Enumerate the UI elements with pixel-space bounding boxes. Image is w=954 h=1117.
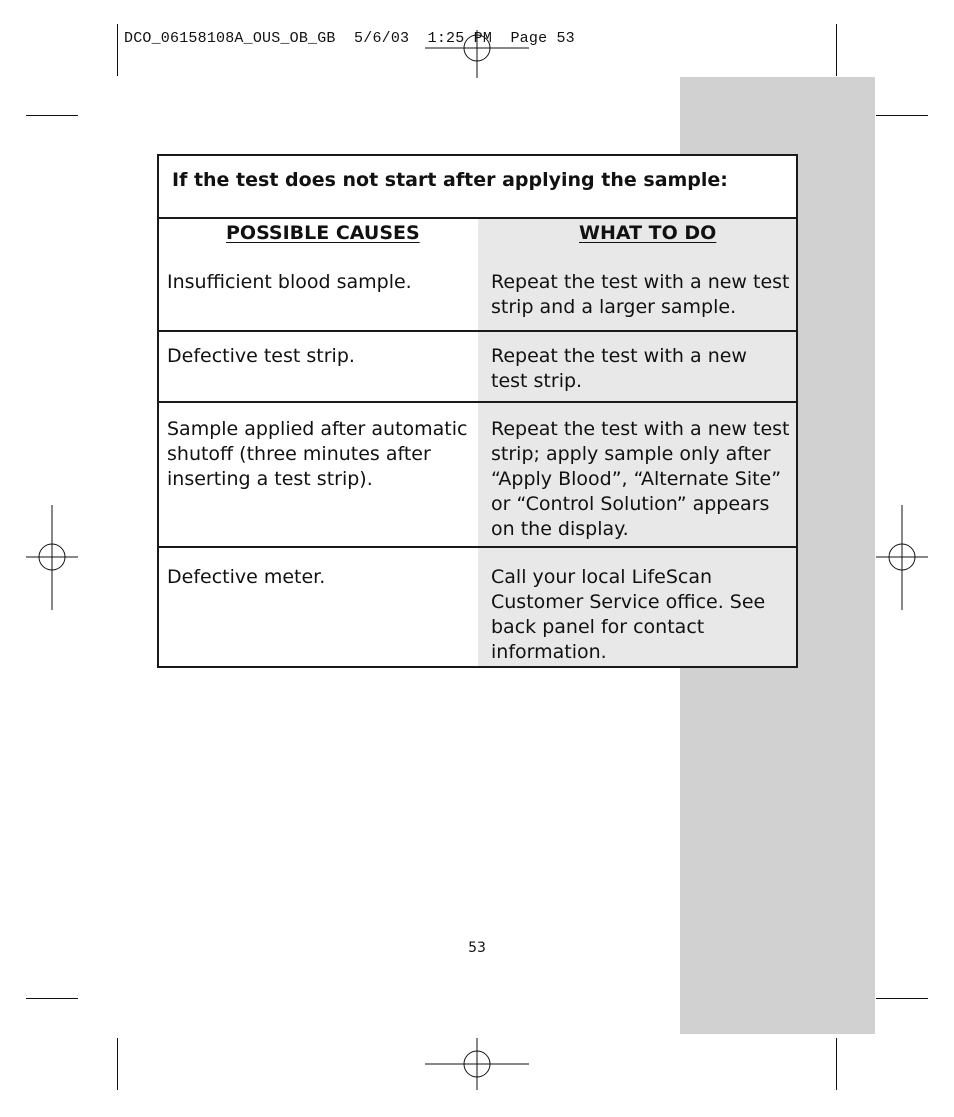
registration-mark-right-icon bbox=[876, 505, 928, 610]
action-cell: Repeat the test with a new test strip; apply sample only after “Apply Blood”, “Alternate Site” or “Control Solution” appears on the display. bbox=[491, 418, 790, 540]
page-number: 53 bbox=[468, 940, 486, 956]
crop-mark-top-left-vertical bbox=[117, 24, 118, 76]
table-title-row bbox=[159, 156, 796, 219]
table-row bbox=[159, 219, 796, 332]
crop-mark-bottom-right-vertical bbox=[836, 1038, 837, 1090]
action-cell: Call your local LifeScan Customer Service office. See back panel for contact information. bbox=[491, 566, 766, 663]
crop-mark-top-right-vertical bbox=[836, 24, 837, 76]
cause-cell: Sample applied after automatic shutoff (three minutes after inserting a test strip). bbox=[167, 418, 468, 490]
troubleshooting-table bbox=[157, 154, 798, 668]
crop-mark-bottom-right-horizontal bbox=[876, 998, 928, 999]
table-title: If the test does not start after applying the sample: bbox=[172, 169, 728, 191]
cause-cell: Insufficient blood sample. bbox=[167, 271, 412, 293]
crop-mark-top-left-horizontal bbox=[26, 115, 78, 116]
crop-mark-top-right-horizontal bbox=[876, 115, 928, 116]
crop-mark-bottom-left-vertical bbox=[117, 1038, 118, 1090]
what-to-do-heading: WHAT TO DO bbox=[579, 222, 717, 244]
registration-mark-left-icon bbox=[26, 505, 78, 610]
registration-mark-bottom-icon bbox=[425, 1038, 529, 1090]
table-row bbox=[159, 548, 796, 666]
cause-cell: Defective meter. bbox=[167, 566, 326, 588]
action-cell: Repeat the test with a new test strip. bbox=[491, 345, 747, 392]
crop-mark-bottom-left-horizontal bbox=[26, 998, 78, 999]
table-row bbox=[159, 403, 796, 548]
print-slug-line: DCO_06158108A_OUS_OB_GB 5/6/03 1:25 PM Page 53 bbox=[124, 30, 575, 47]
possible-causes-heading: POSSIBLE CAUSES bbox=[226, 222, 420, 244]
table-row bbox=[159, 332, 796, 403]
action-cell: Repeat the test with a new test strip and a larger sample. bbox=[491, 271, 790, 318]
registration-mark-top-icon bbox=[425, 30, 529, 78]
cause-cell: Defective test strip. bbox=[167, 345, 355, 367]
